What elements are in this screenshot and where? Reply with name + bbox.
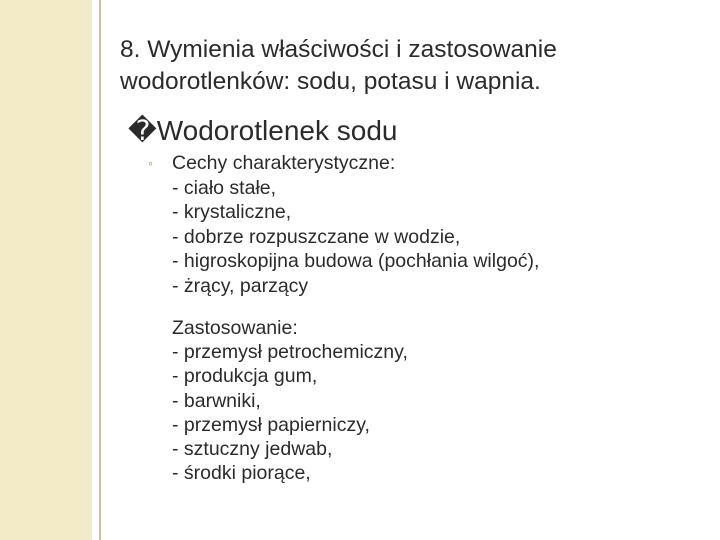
ring-bullet-icon: ◦ [148,155,153,171]
list-item: - dobrze rozpuszczane w wodzie, [172,225,461,248]
list-item: - sztuczny jedwab, [172,438,333,461]
title-line-2: wodorotlenków: sodu, potasu i wapnia. [120,68,541,95]
sidebar-divider [99,0,101,540]
list-item: - higroskopijna budowa (pochłania wilgoć), [172,250,540,272]
level1-bullet-icon: � [128,115,157,146]
level1-item [128,114,397,148]
list-item: - przemysł petrochemiczny, [172,341,408,364]
list-item: - krystaliczne, [172,201,292,223]
list-item: - przemysł papierniczy, [172,413,370,436]
characteristics-list [172,151,539,298]
slide-title [120,34,710,98]
decorative-sidebar [0,0,92,540]
level1-heading: Wodorotlenek sodu [156,115,398,146]
characteristics-heading: Cechy charakterystyczne: [172,152,396,174]
list-item: - środki piorące, [172,462,311,485]
usage-heading: Zastosowanie: [172,317,298,339]
title-line-1: 8. Wymienia właściwości i zastosowanie [120,36,557,63]
list-item: - żrący, parzący [172,274,309,297]
list-item: - ciało stałe, [172,176,277,199]
usage-list [172,316,408,485]
list-item: - produkcja gum, [172,365,318,388]
list-item: - barwniki, [172,389,261,412]
